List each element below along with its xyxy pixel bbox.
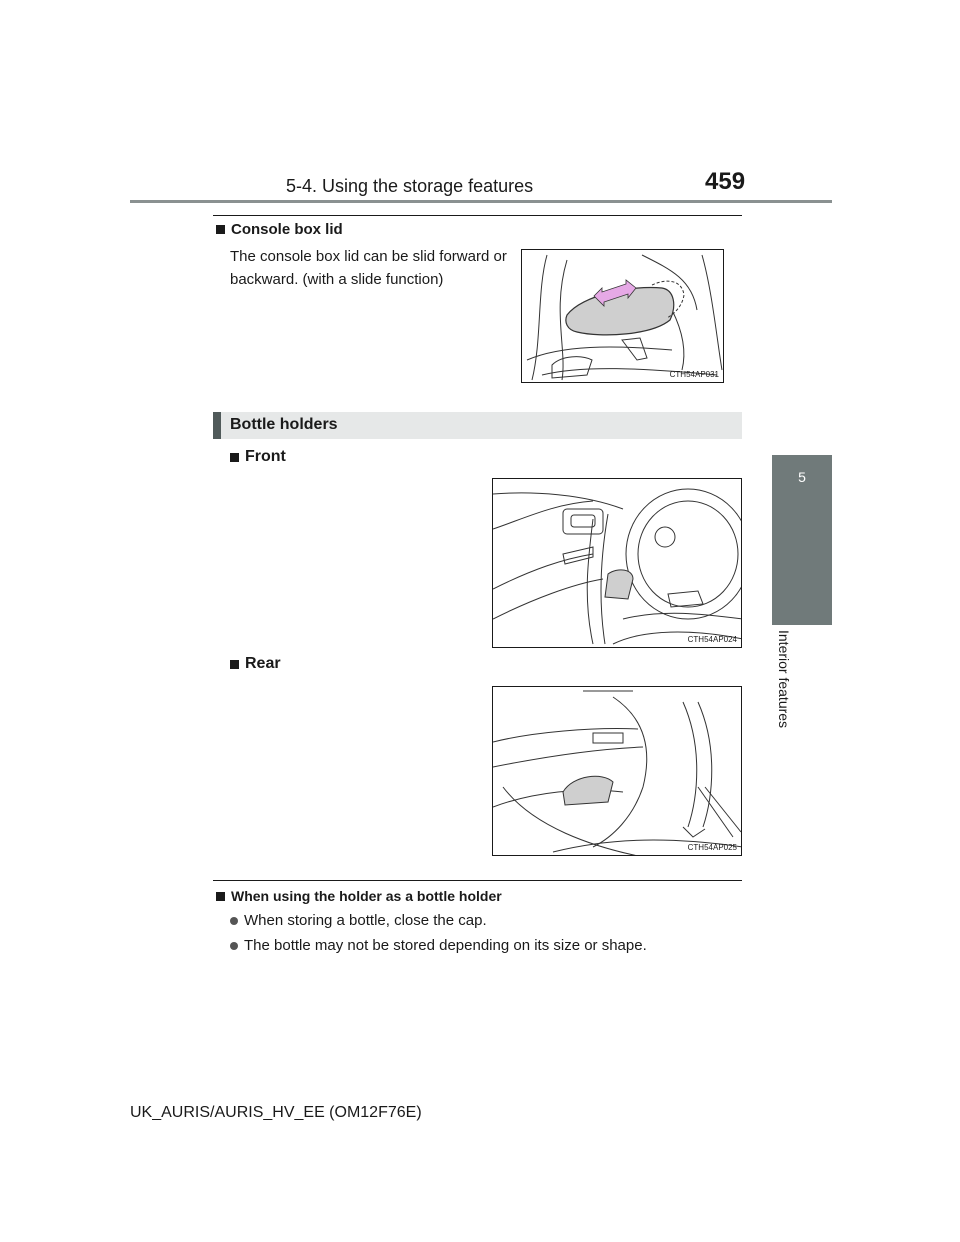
rear-holder-illustration [492,686,742,856]
note-item-2 [230,934,647,957]
rear-cup-holder-shape [563,776,613,805]
rear-figure-code: CTH54AP025 [687,843,737,852]
square-bullet-icon [230,453,239,462]
rear-heading-text: Rear [245,655,281,672]
square-bullet-icon [230,660,239,669]
console-figure-code: CTH54AP031 [669,370,719,379]
rear-heading [230,655,281,673]
console-description [230,245,507,291]
square-bullet-icon [216,225,225,234]
section-title: 5-4. Using the storage features [286,176,534,196]
header-rule [130,200,832,203]
front-holder-illustration [492,478,742,648]
page-number: 459 [705,168,746,195]
console-text-line-1: The console box lid can be slid forward or [230,248,507,265]
notes-heading [216,888,502,904]
front-holder-drawing [493,479,742,648]
console-lid-illustration [521,249,724,383]
section-divider-top [213,215,742,216]
chapter-tab [772,455,832,625]
rear-holder-drawing [493,687,742,856]
banner-accent-bar [213,412,221,439]
section-divider-bottom [213,880,742,881]
round-bullet-icon [230,917,238,925]
console-heading [216,221,343,238]
front-figure-code: CTH54AP024 [687,635,737,644]
bottle-holders-title: Bottle holders [230,416,338,433]
front-heading [230,448,286,466]
console-heading-text: Console box lid [231,221,343,238]
note-item-2-text: The bottle may not be stored depending on its size or shape. [244,937,647,954]
chapter-number: 5 [798,469,806,485]
document-code: UK_AURIS/AURIS_HV_EE (OM12F76E) [130,1104,422,1121]
chapter-label: Interior features [776,630,792,729]
note-item-1-text: When storing a bottle, close the cap. [244,912,487,929]
note-item-1 [230,909,487,932]
notes-heading-text: When using the holder as a bottle holder [231,888,502,904]
console-text-line-2: backward. (with a slide function) [230,271,444,288]
console-lid-drawing [522,250,724,383]
square-bullet-icon [216,892,225,901]
front-heading-text: Front [245,448,286,465]
round-bullet-icon [230,942,238,950]
front-cup-holder-shape [605,570,633,599]
